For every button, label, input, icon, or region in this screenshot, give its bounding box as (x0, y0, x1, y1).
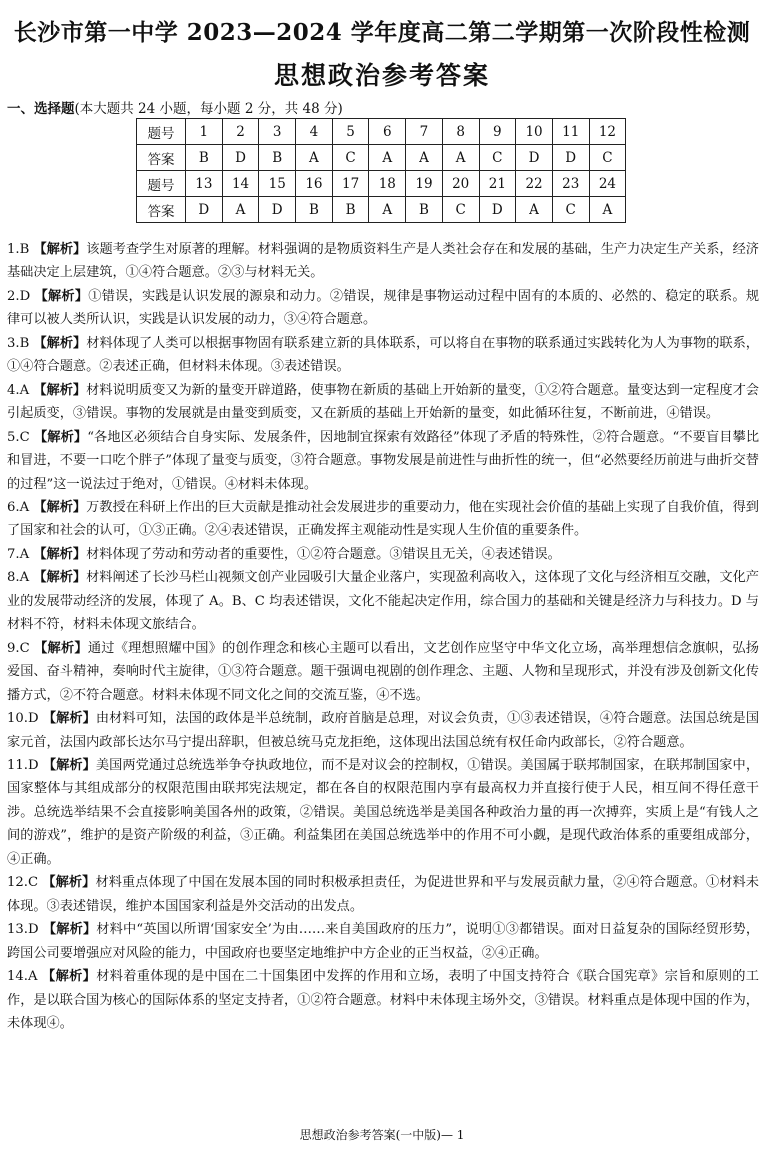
section-title: 一、选择题 (7, 101, 75, 117)
item-number: 1.B (7, 242, 30, 257)
item-number: 13.D (7, 922, 39, 938)
item-text: 该题考查学生对原著的理解。材料强调的是物质资料生产是人类社会存在和发展的基础，生产力决定生产关系，经济基础决定上层建筑，①④符合题意。②③与材料无关。 (7, 242, 759, 281)
item-number: 2.D (7, 288, 31, 304)
analysis-tag: 【解析】 (34, 429, 88, 445)
list-item (7, 707, 759, 754)
answer-cell: D (222, 145, 259, 171)
item-text: 材料着重体现的是中国在二十国集团中发挥的作用和立场，表明了中国支持符合《联合国宪章》宗旨和原则的工作，是以联合国为核心的国际体系的坚定支持者，①②符合题意。材料中未体现主场外交，③错误。材料重点是体现中国的作为，未体现④。 (7, 969, 759, 1031)
question-number: 16 (296, 171, 333, 197)
section-note: (本大题共 24 小题，每小题 2 分，共 48 分) (74, 101, 343, 117)
item-text: 材料重点体现了中国在发展本国的同时积极承担责任，为促进世界和平与发展贡献力量，②④符合题意。①材料未体现。③表述错误，维护本国国家利益是外交活动的出发点。 (7, 875, 759, 914)
list-item (7, 543, 759, 566)
list-item (7, 238, 759, 285)
question-number: 8 (442, 119, 479, 145)
item-text: ①错误，实践是认识发展的源泉和动力。②错误，规律是事物运动过程中固有的本质的、必然的、稳定的联系。规律可以被人类所认识，实践是认识发展的动力，③④符合题意。 (7, 288, 760, 328)
answer-cell: C (442, 197, 479, 223)
table-row-numbers-1 (137, 119, 626, 145)
analysis-tag: 【解析】 (33, 382, 87, 398)
list-item (7, 285, 759, 332)
question-number: 6 (369, 119, 406, 145)
question-number: 24 (589, 171, 626, 197)
answer-cell: A (406, 145, 443, 171)
question-number: 20 (442, 171, 479, 197)
list-item (7, 637, 759, 707)
answer-table (136, 118, 626, 223)
analysis-tag: 【解析】 (42, 711, 96, 727)
list-item (7, 754, 759, 871)
question-number: 1 (186, 119, 223, 145)
row-label: 题号 (137, 119, 186, 145)
item-text: 材料体现了人类可以根据事物固有联系建立新的具体联系，可以将自在事物的联系通过实践转化为人为事物的联系，①④符合题意。②表述正确，但材料未体现。③表述错误。 (7, 335, 759, 375)
answer-cell: B (332, 197, 369, 223)
question-number: 4 (296, 119, 333, 145)
page-footer: 思想政治参考答案(一中版)— 1 (299, 1128, 465, 1142)
question-number: 9 (479, 119, 516, 145)
question-number: 14 (222, 171, 259, 197)
list-item (7, 332, 759, 379)
list-item (7, 379, 759, 426)
item-number: 8.A (7, 570, 30, 586)
item-number: 10.D (7, 711, 39, 727)
list-item (7, 965, 759, 1035)
answer-cell: D (186, 197, 223, 223)
item-number: 7.A (7, 546, 30, 562)
item-number: 11.D (7, 757, 39, 773)
question-number: 12 (589, 119, 626, 145)
question-number: 15 (259, 171, 296, 197)
answer-cell: B (296, 197, 333, 223)
answer-cell: D (259, 197, 296, 223)
row-label: 答案 (137, 145, 186, 171)
row-label: 答案 (137, 197, 186, 223)
answer-cell: A (369, 145, 406, 171)
table-row-answers-2 (137, 197, 626, 223)
answer-cell: B (259, 145, 296, 171)
answer-cell: C (589, 145, 626, 171)
analysis-tag: 【解析】 (42, 757, 96, 773)
question-number: 7 (406, 119, 443, 145)
item-number: 9.C (7, 640, 30, 656)
document-title: 长沙市第一中学 2023—2024 学年度高二第二学期第一次阶段性检测 (13, 19, 751, 46)
question-number: 23 (552, 171, 589, 197)
analysis-tag: 【解析】 (42, 922, 97, 938)
question-number: 17 (332, 171, 369, 197)
item-text: 材料中“英国以所谓‘国家安全’为由……来自美国政府的压力”，说明①③都错误。面对日益复杂的国际经贸形势，跨国公司要增强应对风险的能力，中国政府也要坚定地维护中方企业的正当权益，②④正确。 (7, 922, 760, 961)
answer-cell: A (442, 145, 479, 171)
question-number: 2 (222, 119, 259, 145)
list-item (7, 566, 759, 636)
analysis-tag: 【解析】 (33, 499, 87, 515)
item-number: 14.A (7, 969, 38, 985)
question-number: 21 (479, 171, 516, 197)
answer-cell: C (552, 197, 589, 223)
analysis-tag: 【解析】 (42, 875, 96, 891)
analysis-tag: 【解析】 (33, 335, 87, 351)
list-item (7, 426, 759, 496)
analysis-tag: 【解析】 (42, 969, 97, 985)
list-item (7, 496, 759, 543)
analysis-tag: 【解析】 (33, 546, 87, 562)
answer-cell: A (589, 197, 626, 223)
list-item (7, 871, 759, 918)
question-number: 10 (516, 119, 553, 145)
item-text: 通过《理想照耀中国》的创作理念和核心主题可以看出，文艺创作应坚守中华文化立场，高举理想信念旗帜，弘扬爱国、奋斗精神，奏响时代主旋律，①③符合题意。题干强调电视剧的创作理念、主题、人物和呈现形式，并没有涉及创新文化传播方式，②不符合题意。材料未体现不同文化之间的交流互鉴，④不选。 (7, 640, 759, 703)
analysis-tag: 【解析】 (33, 570, 87, 586)
question-number: 5 (332, 119, 369, 145)
section-heading (7, 97, 343, 117)
item-text: 由材料可知，法国的政体是半总统制，政府首脑是总理，对议会负责，①③表述错误，④符合题意。法国总统是国家元首，法国内政部长达尔马宁提出辞职，但被总统马克龙拒绝，这体现出法国总统有权任命内政部长，②符合题意。 (7, 711, 760, 750)
question-number: 3 (259, 119, 296, 145)
table-row-answers-1 (137, 145, 626, 171)
answer-cell: D (552, 145, 589, 171)
item-text: 材料阐述了长沙马栏山视频文创产业园吸引大量企业落户，实现盈利高收入，这体现了文化与经济相互交融，文化产业的发展带动经济的发展，体现了 A。B、C 均表述错误，文化不能起决定作用，综合国力的基础和关键是经济力与科技力。D 与材料不符，材料未体现文旅结合。 (7, 570, 759, 633)
row-label: 题号 (137, 171, 186, 197)
analysis-tag: 【解析】 (34, 640, 88, 656)
answer-cell: A (516, 197, 553, 223)
question-number: 11 (552, 119, 589, 145)
answer-cell: A (222, 197, 259, 223)
table-row-numbers-2 (137, 171, 626, 197)
answer-cell: B (406, 197, 443, 223)
item-number: 3.B (7, 335, 30, 351)
list-item (7, 918, 759, 965)
answer-cell: C (332, 145, 369, 171)
answer-cell: A (369, 197, 406, 223)
analysis-tag: 【解析】 (33, 242, 87, 257)
item-number: 4.A (7, 382, 30, 398)
item-text: 美国两党通过总统选举争夺执政地位，而不是对议会的控制权，①错误。美国属于联邦制国家，在联邦制国家中，国家整体与其组成部分的权限范围由联邦宪法规定，都在各自的权限范围内享有最高权力并直接行使于人民，相互间不得任意干涉。总统选举结果不会直接影响美国各州的政策，②错误。美国总统选举是美国各种政治力量的再一次搏弈，实质上是“有钱人之间的游戏”，维护的是资产阶级的利益，③正确。利益集团在美国总统选举中的作用不可小觑，是现代政治体系的重要组成部分，④正确。 (7, 757, 760, 867)
question-number: 19 (406, 171, 443, 197)
item-text: 材料说明质变又为新的量变开辟道路，使事物在新质的基础上开始新的量变，①②符合题意。量变达到一定程度才会引起质变，③错误。事物的发展就是由量变到质变，又在新质的基础上开始新的量变，如此循环往复，不断前进，④错误。 (7, 382, 759, 422)
item-number: 5.C (7, 429, 30, 445)
question-number: 13 (186, 171, 223, 197)
document-subtitle: 思想政治参考答案 (273, 61, 490, 90)
answer-cell: D (479, 197, 516, 223)
answer-cell: D (516, 145, 553, 171)
explanation-list (7, 238, 759, 1035)
answer-cell: B (186, 145, 223, 171)
item-number: 12.C (7, 875, 39, 891)
analysis-tag: 【解析】 (34, 288, 89, 304)
answer-cell: C (479, 145, 516, 171)
item-text: “各地区必须结合自身实际、发展条件，因地制宜探索有效路径”体现了矛盾的特殊性，②符合题意。“不要盲目攀比和冒进，不要一口吃个胖子”体现了量变与质变，③符合题意。事物发展是前进性与曲折性的统一，但“必然要经历前进与曲折交替的过程”这一说法过于绝对，①错误。④材料未体现。 (7, 429, 760, 492)
question-number: 22 (516, 171, 553, 197)
item-text: 材料体现了劳动和劳动者的重要性，①②符合题意。③错误且无关，④表述错误。 (86, 546, 561, 562)
answer-cell: A (296, 145, 333, 171)
item-text: 万教授在科研上作出的巨大贡献是推动社会发展进步的重要动力，他在实现社会价值的基础上实现了自我价值，得到了国家和社会的认可，①③正确。②④表述错误，正确发挥主观能动性是实现人生价值的重要条件。 (7, 499, 759, 539)
item-number: 6.A (7, 499, 30, 515)
question-number: 18 (369, 171, 406, 197)
